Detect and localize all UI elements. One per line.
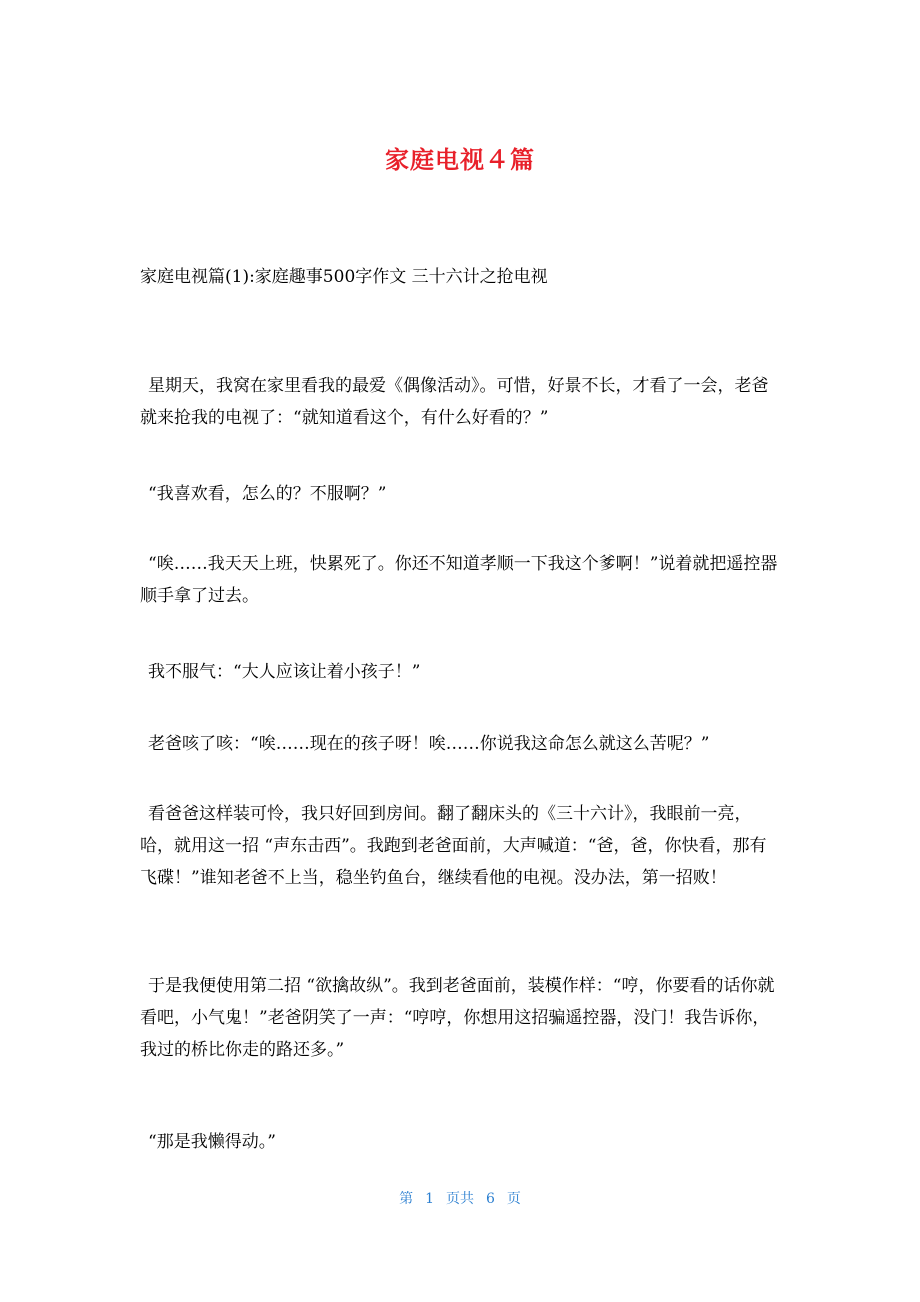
footer-page-suffix: 页 [506,1191,521,1207]
footer-page-number: 1 [425,1191,434,1207]
paragraph-8: “那是我懒得动。” [148,1132,276,1152]
paragraph-7: 于是我便使用第二招 “欲擒故纵”。我到老爸面前，装模作样：“哼，你要看的话你就看吧，小气鬼！”老爸阴笑了一声：“哼哼，你想用这招骗遥控器，没门！我告诉你，我过的桥比你走的路还多。” [140,976,775,1060]
paragraph-4: 我不服气：“大人应该让着小孩子！” [148,662,421,682]
footer-page-label: 第 [399,1191,414,1207]
paragraph-6: 看爸爸这样装可怜，我只好回到房间。翻了翻床头的《三十六计》，我眼前一亮，哈，就用这一招 “声东击西”。我跑到老爸面前，大声喊道：“爸，爸，你快看，那有飞碟！”谁知老爸不上当，稳坐钓鱼台，继续看他的电视。没办法，第一招败！ [140,804,767,888]
paragraph-5: 老爸咳了咳：“唉……现在的孩子呀！唉……你说我这命怎么就这么苦呢？” [148,734,710,754]
document-subtitle: 家庭电视篇(1):家庭趣事500字作文 三十六计之抢电视 [140,267,548,287]
footer-page-of: 页共 [446,1191,474,1207]
footer-total-pages: 6 [486,1191,495,1207]
document-title: 家庭电视４篇 [385,146,535,174]
paragraph-3: “唉……我天天上班，快累死了。你还不知道孝顺一下我这个爹啊！”说着就把遥控器顺手拿了过去。 [140,554,778,606]
paragraph-2: “我喜欢看，怎么的？不服啊？” [148,484,387,504]
page-footer [0,1188,920,1208]
paragraph-1: 星期天，我窝在家里看我的最爱《偶像活动》。可惜，好景不长，才看了一会，老爸就来抢我的电视了：“就知道看这个，有什么好看的？” [140,376,769,428]
